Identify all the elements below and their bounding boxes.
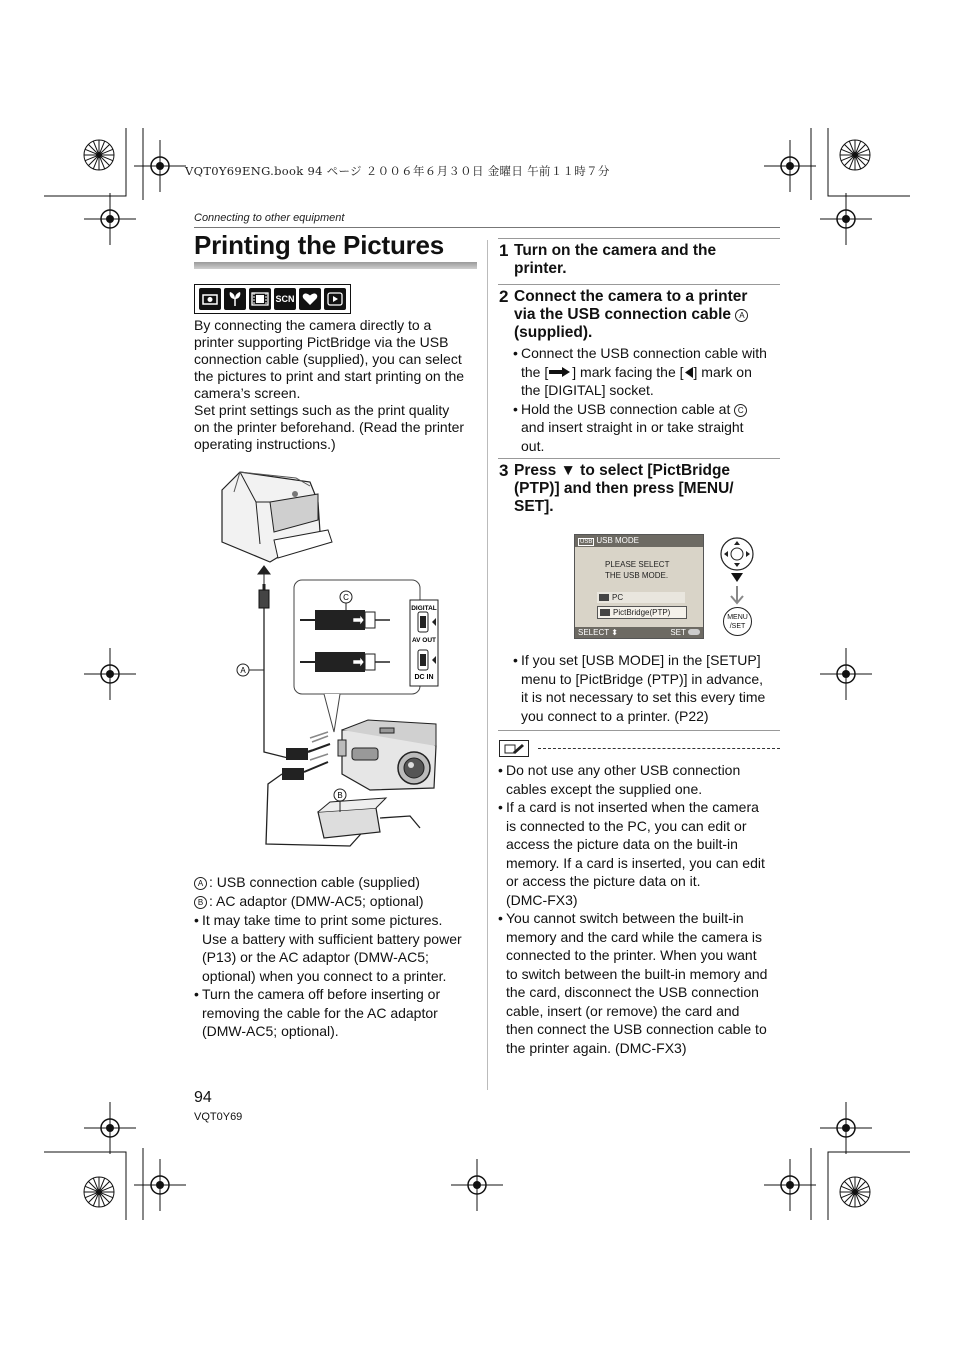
note-line: memory and the card while the camera is: [506, 928, 762, 945]
intro-line: Set print settings such as the print quality: [194, 402, 450, 418]
step-title-line: Connect the camera to a printer: [514, 288, 748, 305]
legend-b-circle: B: [194, 896, 207, 909]
note-line: the printer again. (DMC-FX3): [506, 1039, 687, 1056]
step-2: [499, 288, 781, 455]
crop-header: VQT0Y69ENG.book 94 ページ ２００６年６月３０日 金曜日 午前１１時７分: [185, 164, 610, 178]
bullet-line: • If you set [USB MODE] in the [SETUP]: [521, 652, 761, 668]
note-item: [498, 798, 782, 909]
cursor-button-icon[interactable]: [719, 536, 755, 572]
arrow-right-mark-icon: [548, 366, 572, 378]
prompt-line: PLEASE SELECT: [605, 560, 670, 569]
intro-line: By connecting the camera directly to a: [194, 317, 432, 333]
step-number: 1: [499, 241, 509, 260]
bullet-text: ] mark facing the [: [572, 363, 684, 380]
step-title-line: SET].: [514, 498, 554, 515]
step-rule: [498, 730, 780, 731]
menu-set-button[interactable]: [723, 607, 752, 636]
step-title-line: (supplied).: [514, 324, 593, 341]
option-pc[interactable]: [597, 592, 685, 603]
bullet-line: optional) when you connect to a printer.: [202, 967, 447, 984]
title-underline: [194, 262, 477, 269]
usb-mode-prompt: [605, 559, 669, 581]
step-number: 2: [499, 287, 509, 306]
bullet-line: you connect to a printer. (P22): [521, 707, 709, 724]
step-title: [499, 288, 781, 342]
step-title: [499, 462, 781, 516]
section-label: Connecting to other equipment: [194, 212, 345, 224]
diagram-legend: [194, 874, 479, 910]
step-number: 3: [499, 461, 509, 480]
step-rule: [498, 284, 780, 285]
column-divider: [487, 240, 488, 1090]
intro-text: [194, 317, 479, 453]
usb-mode-header: [575, 535, 703, 547]
step-title-line: [514, 306, 781, 324]
intro-line: on the printer beforehand. (Read the printer: [194, 419, 465, 435]
legend-b-text: : AC adaptor (DMW-AC5; optional): [209, 893, 424, 909]
triangle-left-mark-icon: [684, 367, 694, 378]
page-title: Printing the Pictures: [194, 230, 445, 260]
menu-set-label: MENU: [727, 613, 748, 621]
note-line: to switch between the built-in memory and: [506, 965, 768, 982]
step-title-line: (PTP)] and then press [MENU/: [514, 480, 734, 497]
macro-mode-icon: [224, 288, 246, 310]
diagram-label-c: C: [343, 593, 349, 602]
menu-set-mini-icon: [688, 629, 700, 635]
step-1: [499, 242, 781, 278]
step-title: [499, 242, 781, 278]
diagram-label-b: B: [337, 791, 343, 800]
bullet-text: the [: [521, 363, 549, 380]
set-hint: [670, 628, 700, 637]
note-item: [498, 909, 782, 1057]
note-line: memory. If a card is inserted, you can edit: [506, 854, 765, 871]
note-line: then connect the USB connection cable to: [506, 1021, 767, 1037]
option-pc-label: PC: [612, 593, 624, 602]
legend-a-circle: A: [194, 877, 207, 890]
doc-code: VQT0Y69: [194, 1111, 243, 1123]
note-line: cables except the supplied one.: [506, 780, 703, 797]
note-divider: [538, 748, 780, 749]
step-title-line: Press ▼ to select [PictBridge: [514, 462, 731, 479]
port-dcin-label: DC IN: [414, 674, 434, 681]
step-3: [499, 462, 781, 516]
mode-icons: [194, 284, 351, 314]
usb-mode-screen: [574, 534, 704, 639]
step-rule: [498, 458, 780, 459]
step-2-bullet-2: [513, 400, 781, 456]
heart-mode-icon: [299, 288, 321, 310]
note-line: connected to the printer. When you want: [506, 947, 757, 963]
step-rule: [498, 238, 780, 239]
option-pictbridge-label: PictBridge(PTP): [613, 608, 671, 617]
note-line: • You cannot switch between the built-in: [506, 910, 744, 926]
step-3-bullet: [513, 651, 781, 725]
bullet-line: menu to [PictBridge (PTP)] in advance,: [521, 670, 763, 687]
intro-line: connection cable (supplied), you can select: [194, 351, 462, 367]
bullet-line: (P13) or the AC adaptor (DMW-AC5;: [202, 949, 429, 965]
bullet-text: Hold the USB connection cable at: [521, 400, 731, 417]
menu-set-label: /SET: [729, 622, 746, 630]
step-2-bullets: [499, 344, 781, 455]
left-bullet: [194, 985, 484, 1041]
bullet-line: it is not necessary to set this every time: [521, 689, 766, 705]
bullet-text: ] mark on: [693, 363, 752, 380]
printer-icon: [600, 609, 610, 616]
intro-line: printer supporting PictBridge via the USB: [194, 334, 449, 350]
select-label: SELECT: [578, 628, 609, 637]
step-title-line: printer.: [514, 260, 567, 277]
diagram-label-a: A: [240, 666, 246, 675]
prompt-line: THE USB MODE.: [605, 571, 669, 580]
step-3-note: [513, 651, 781, 725]
pc-icon: [599, 594, 609, 601]
down-triangle-icon: [731, 573, 743, 583]
bullet-line: (DMW-AC5; optional).: [202, 1023, 339, 1039]
note-line: • If a card is not inserted when the camera: [506, 799, 759, 815]
note-line: or access the picture data on it.: [506, 873, 701, 889]
playback-mode-icon: [324, 288, 346, 310]
bullet-line: removing the cable for the AC adaptor: [202, 1004, 438, 1021]
note-line: is connected to the PC, you can edit or: [506, 817, 747, 834]
note-line: access the picture data on the built-in: [506, 836, 738, 852]
page-number: 94: [194, 1089, 212, 1106]
set-label: SET: [670, 628, 686, 637]
step-title-text: via the USB connection cable: [514, 306, 732, 323]
note-icon: [499, 740, 529, 757]
note-line: (DMC-FX3): [506, 891, 578, 908]
usb-icon: USB: [580, 539, 593, 545]
circle-c-marker: C: [734, 404, 747, 417]
port-digital-label: DIGITAL: [411, 605, 437, 612]
intro-line: the pictures to print and start printing on the: [194, 368, 465, 384]
step-title-line: Turn on the camera and the: [514, 242, 717, 259]
select-hint: [578, 628, 618, 637]
legend-b: [194, 893, 479, 910]
notes-list: [498, 761, 782, 1057]
intro-line: operating instructions.): [194, 436, 336, 452]
note-line: • Do not use any other USB connection: [506, 762, 741, 778]
usb-mode-title: USB MODE: [596, 536, 640, 545]
bullet-line: [521, 363, 781, 382]
port-avout-label: AV OUT: [411, 637, 437, 644]
bullet-line: out.: [521, 437, 545, 454]
bullet-line: • Connect the USB connection cable with: [521, 345, 767, 361]
connection-diagram: [200, 462, 440, 862]
header-rule: [194, 227, 780, 228]
note-line: the card, disconnect the USB connection: [506, 984, 759, 1000]
down-arrow-icon: [729, 585, 745, 605]
camera-mode-icon: [199, 288, 221, 310]
left-notes: [194, 911, 484, 1041]
intro-line: camera’s screen.: [194, 385, 301, 401]
bullet-line: Use a battery with sufficient battery power: [202, 930, 462, 947]
camera-illustration: [338, 720, 436, 790]
step-2-bullet-1: [513, 344, 781, 400]
motion-picture-mode-icon: [249, 288, 271, 310]
updown-icon: ⬍: [611, 628, 618, 637]
bullet-line: the [DIGITAL] socket.: [521, 382, 654, 398]
note-line: cable, insert (or remove) the card and: [506, 1002, 740, 1019]
bullet-line: and insert straight in or take straight: [521, 419, 744, 435]
circle-a-marker: A: [735, 309, 748, 322]
scene-mode-icon: SCN: [274, 288, 296, 310]
legend-a-text: : USB connection cable (supplied): [209, 874, 420, 890]
option-pictbridge[interactable]: [597, 606, 687, 619]
legend-a: [194, 874, 479, 891]
bullet-line: • It may take time to print some pictures.: [202, 912, 443, 928]
bullet-line: [521, 400, 781, 419]
note-item: [498, 761, 782, 798]
left-bullet: [194, 911, 484, 985]
printer-illustration: [222, 472, 332, 562]
usb-mode-footer: [575, 627, 703, 638]
bullet-line: • Turn the camera off before inserting or: [202, 986, 441, 1002]
